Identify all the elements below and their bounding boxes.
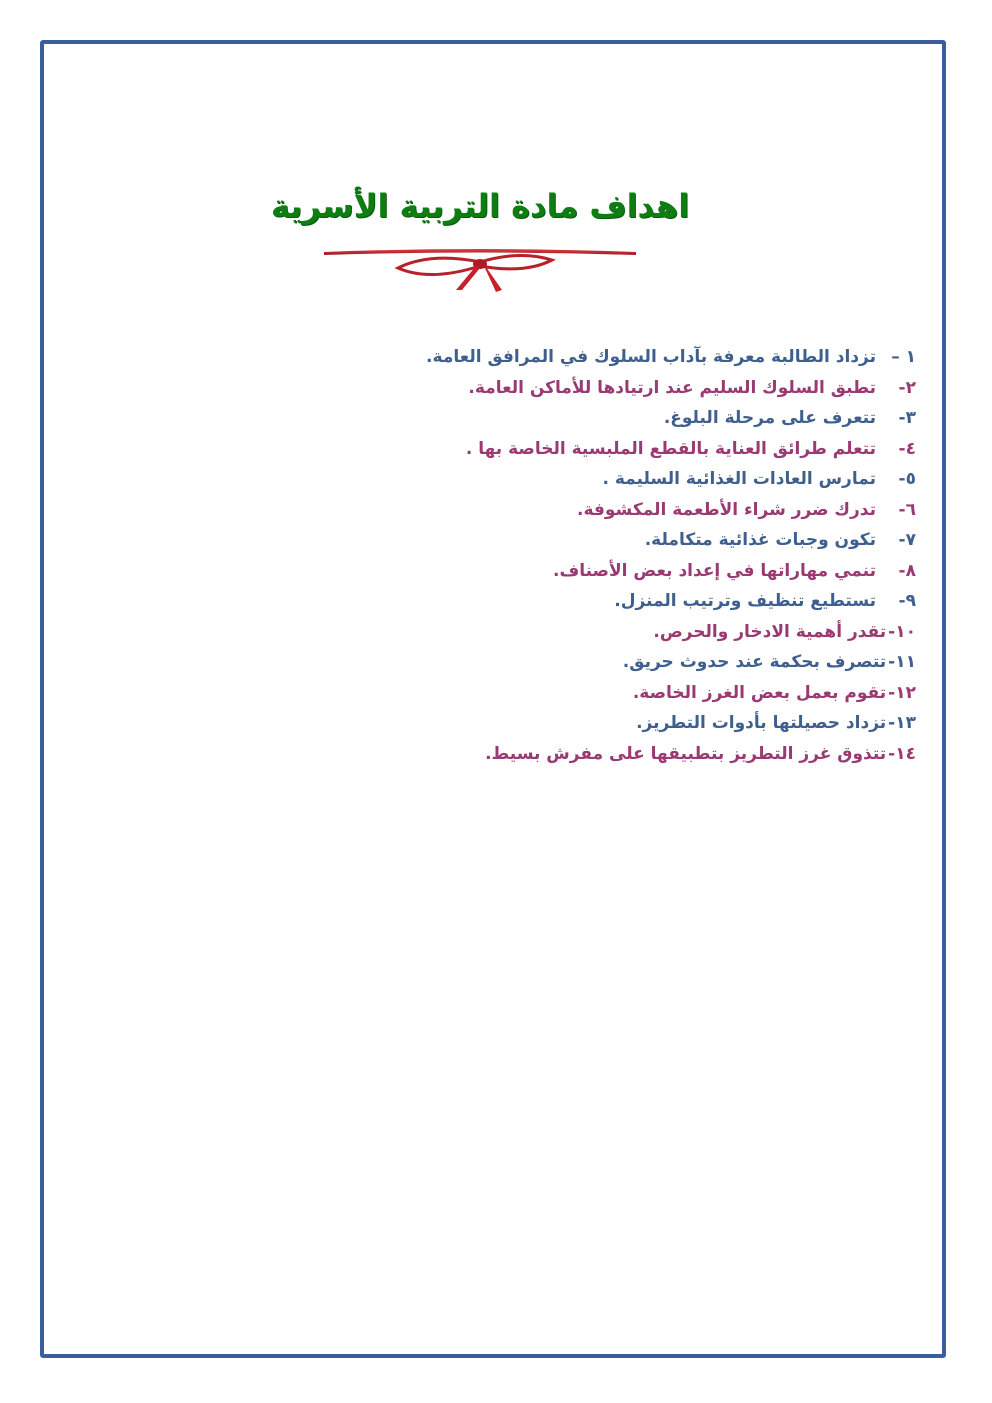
goal-number: ٨- <box>898 560 916 581</box>
goal-number: ٣- <box>898 408 916 428</box>
ribbon-divider-icon <box>320 240 640 300</box>
goals-list <box>356 342 916 769</box>
goal-number: ١٢- <box>888 682 916 703</box>
list-item <box>356 678 916 709</box>
list-item <box>356 739 916 770</box>
goal-number: ٧- <box>898 530 916 550</box>
list-item <box>356 495 916 526</box>
goal-number: ٥- <box>898 469 916 489</box>
goal-number: ٤- <box>898 438 916 459</box>
goal-text: تطبق السلوك السليم عند ارتيادها للأماكن العامة. <box>468 377 876 398</box>
list-item <box>356 434 916 465</box>
goal-text: تنمي مهاراتها في إعداد بعض الأصناف. <box>553 560 876 581</box>
list-item <box>356 525 916 556</box>
goal-text: تزداد الطالبة معرفة بآداب السلوك في المرافق العامة. <box>426 347 876 367</box>
goal-number: ٢- <box>898 377 916 398</box>
goal-text: تتصرف بحكمة عند حدوث حريق. <box>622 652 887 672</box>
list-item <box>356 556 916 587</box>
goal-text: تتعرف على مرحلة البلوغ. <box>663 408 876 428</box>
goal-number: ١ – <box>891 347 916 367</box>
goal-text: تزداد حصيلتها بأدوات التطريز. <box>636 713 887 733</box>
list-item <box>356 373 916 404</box>
list-item <box>356 403 916 434</box>
list-item <box>356 464 916 495</box>
goal-text: تتعلم طرائق العناية بالقطع الملبسية الخاصة بها . <box>465 438 876 459</box>
page-title: اهداف مادة التربية الأسرية <box>270 187 690 225</box>
goal-text: تدرك ضرر شراء الأطعمة المكشوفة. <box>577 499 876 520</box>
list-item <box>356 708 916 739</box>
goal-text: تستطيع تنظيف وترتيب المنزل. <box>614 591 876 611</box>
goal-text: تمارس العادات الغذائية السليمة . <box>602 469 876 489</box>
goal-text: تقدر أهمية الادخار والحرص. <box>653 621 887 642</box>
goal-number: ١١- <box>888 652 916 672</box>
list-item <box>356 342 916 373</box>
goal-number: ٦- <box>898 499 916 520</box>
list-item <box>356 647 916 678</box>
list-item <box>356 617 916 648</box>
goal-number: ١٠- <box>888 621 916 642</box>
goal-text: تكون وجبات غذائية متكاملة. <box>644 530 876 550</box>
list-item <box>356 586 916 617</box>
goal-text: تقوم بعمل بعض الغرز الخاصة. <box>632 682 887 703</box>
goal-number: ١٣- <box>888 713 916 733</box>
goal-number: ١٤- <box>888 743 916 764</box>
goal-number: ٩- <box>898 591 916 611</box>
goal-text: تتذوق غرز التطريز بتطبيقها على مفرش بسيط. <box>485 743 887 764</box>
